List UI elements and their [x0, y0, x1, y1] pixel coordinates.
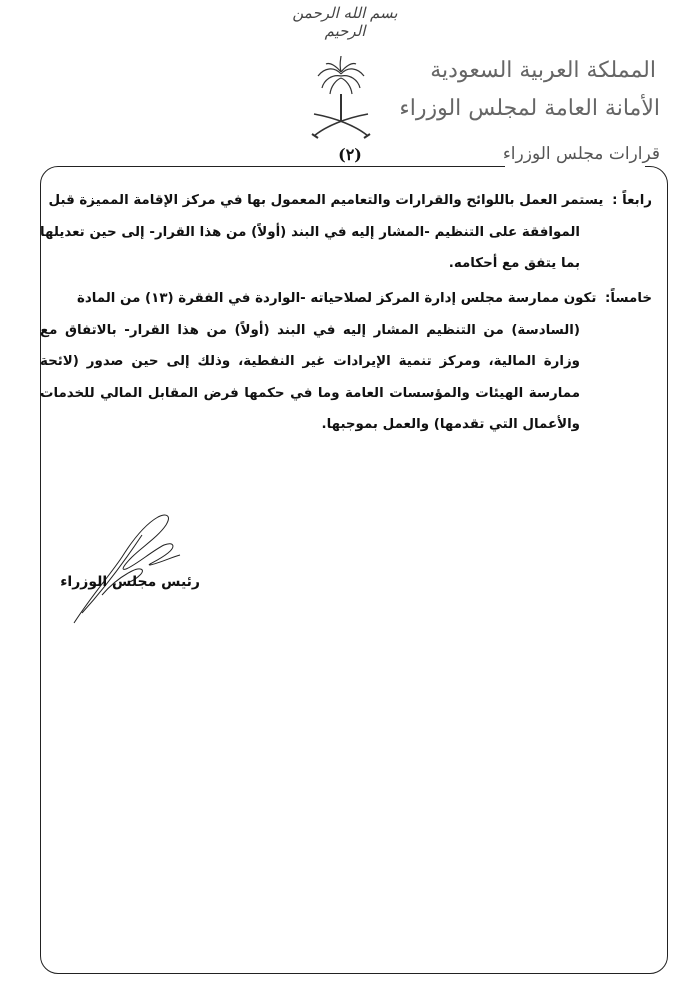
item-four-paragraph: [40, 185, 652, 280]
item-four-first-line: يستمر العمل باللوائح والقرارات والتعاميم المعمول بها في مركز الإقامة المميزة قبل: [48, 193, 604, 208]
item-five-first-line: تكون ممارسة مجلس إدارة المركز لصلاحياته -الواردة في الفقرة (١٣) من المادة: [76, 291, 597, 306]
saudi-emblem-icon: [306, 52, 376, 142]
item-five-label: خامساً:: [605, 291, 652, 306]
prime-minister-title: رئيس مجلس الوزراء: [60, 574, 200, 590]
decisions-label: قرارات مجلس الوزراء: [502, 144, 660, 164]
kingdom-heading: المملكة العربية السعودية: [430, 58, 656, 83]
item-five-paragraph: [40, 283, 652, 441]
signature-icon: [62, 495, 202, 635]
item-five-text: (السادسة) من التنظيم المشار إليه في البند (أولاً) من هذا القرار- بالاتفاق مع وزارة المالية، ومركز تنمية الإيرادات غير النفطية، وذلك إلى حين صدور (لائحة ممارسة الهيئات والمؤسسات العامة وما في حكمها فرض المقابل المالي للخدمات والأعمال التي تقدمها) والعمل بموجبها.: [40, 322, 580, 432]
page-number: (٢): [338, 145, 362, 164]
basmala-header: بسم الله الرحمن الرحيم: [292, 4, 398, 40]
item-four-text: الموافقة على التنظيم -المشار إليه في البند (أولاً) من هذا القرار- إلى حين تعديلها بما يتفق مع أحكامه.: [40, 224, 580, 271]
item-four-label: رابعاً :: [612, 193, 652, 208]
secretariat-heading: الأمانة العامة لمجلس الوزراء: [399, 96, 660, 121]
